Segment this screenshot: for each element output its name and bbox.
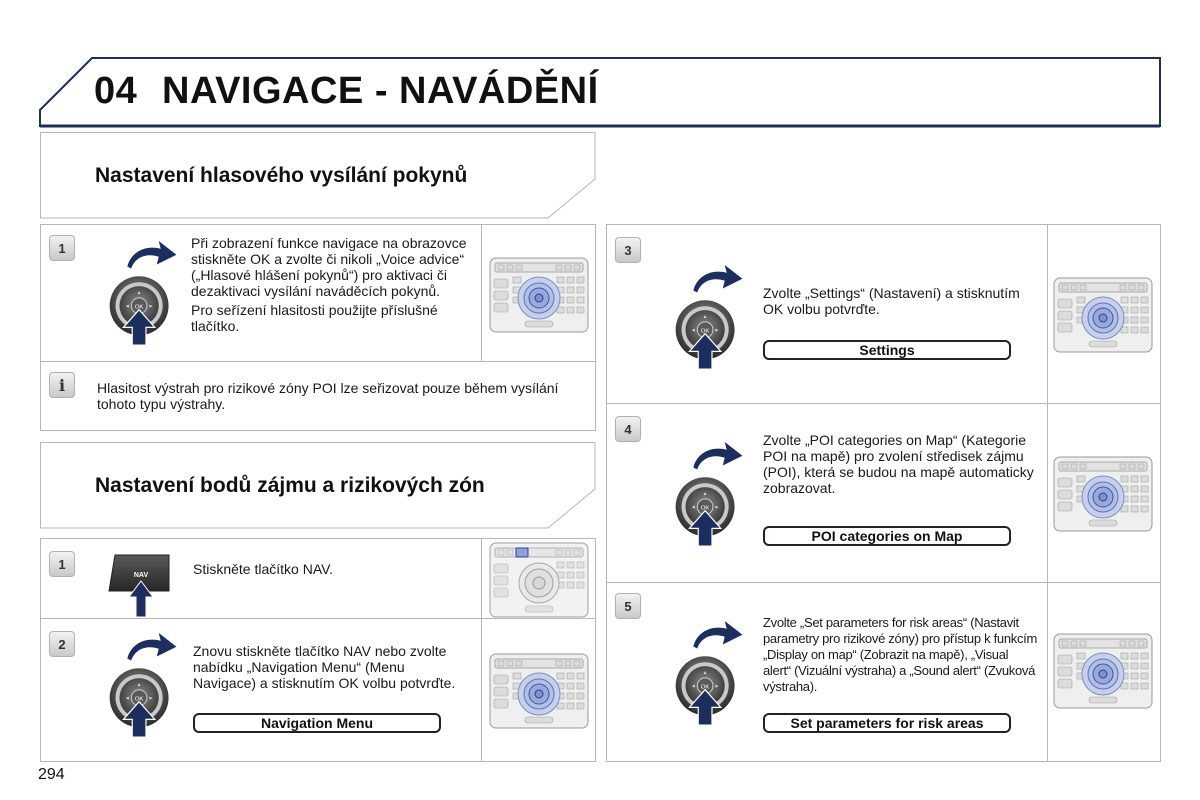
chapter-number: 04 <box>94 70 138 112</box>
step-badge: 2 <box>49 631 75 657</box>
control-panel-nav-image <box>489 542 589 618</box>
navigation-menu-button[interactable]: Navigation Menu <box>193 713 441 733</box>
knob-press-icon <box>671 263 751 371</box>
step-badge: 1 <box>49 551 75 577</box>
divider <box>481 619 482 761</box>
section1-title: Nastavení hlasového vysílání pokynů <box>95 164 468 187</box>
right-step4-text: Zvolte „POI categories on Map“ (Kategorie POI na mapě) pro zvolení středisek zájmu (POI), která se budou na mapě automaticky zobrazovat. <box>763 432 1034 496</box>
right-step5-text: Zvolte „Set parameters for risk areas“ (Nastavit parametry pro rizikové zóny) pro přístup k funkcím „Display on map“ (Zobrazit na mapě), „Visual alert“ (Vizuální výstraha) a „Sound alert“ (Zvuková výstraha). <box>763 615 1037 694</box>
divider <box>1047 583 1048 761</box>
section1-step1-box <box>40 224 596 362</box>
control-panel-image <box>1053 277 1153 353</box>
right-step3-text: Zvolte „Settings“ (Nastavení) a stisknutím OK volbu potvrďte. <box>763 285 1020 317</box>
info-box <box>40 361 596 431</box>
divider <box>1047 404 1048 582</box>
control-panel-image <box>1053 633 1153 709</box>
divider <box>1047 225 1048 403</box>
nav-button-icon <box>107 547 177 619</box>
section2-title: Nastavení bodů zájmu a rizikových zón <box>95 474 485 497</box>
instruction-text: Při zobrazení funkce navigace na obrazovce stiskněte OK a zvolte či nikoli „Voice advice“ („Hlasové hlášení pokynů“) pro aktivaci či dezaktivaci vysílání naváděcích pokynů. <box>191 235 467 299</box>
right-step5-box <box>606 582 1161 762</box>
divider <box>481 225 482 361</box>
volume-text: Pro seřízení hlasitosti použijte příslušné tlačítko. <box>191 302 438 334</box>
step-badge: 3 <box>615 237 641 263</box>
step-badge: 1 <box>49 235 75 261</box>
right-step4-box <box>606 403 1161 583</box>
step-badge: 5 <box>615 593 641 619</box>
control-panel-image <box>489 257 589 333</box>
knob-press-icon <box>671 619 751 727</box>
section2-step2-text: Znovu stiskněte tlačítko NAV nebo zvolte nabídku „Navigation Menu“ (Menu Navigace) a stisknutím OK volbu potvrďte. <box>193 643 456 691</box>
right-step3-box <box>606 224 1161 404</box>
step-badge: 4 <box>615 416 641 442</box>
section1-step1-text <box>191 235 473 337</box>
settings-button[interactable]: Settings <box>763 340 1011 360</box>
knob-press-icon <box>105 239 185 347</box>
section2-step2-box <box>40 618 596 762</box>
control-panel-image <box>1053 456 1153 532</box>
divider <box>481 539 482 618</box>
knob-press-icon <box>105 631 185 739</box>
poi-categories-button[interactable]: POI categories on Map <box>763 526 1011 546</box>
section2-step1-text: Stiskněte tlačítko NAV. <box>193 561 334 577</box>
page-number: 294 <box>38 766 65 783</box>
info-text: Hlasitost výstrah pro rizikové zóny POI lze seřizovat pouze během vysílání tohoto typu výstrahy. <box>97 380 559 412</box>
nav-button-label: NAV <box>133 572 149 579</box>
risk-areas-button[interactable]: Set parameters for risk areas <box>763 713 1011 733</box>
info-icon: i <box>49 372 75 398</box>
knob-press-icon <box>671 440 751 548</box>
control-panel-image <box>489 653 589 729</box>
chapter-title: NAVIGACE - NAVÁDĚNÍ <box>162 70 599 112</box>
section2-step1-box <box>40 538 596 619</box>
